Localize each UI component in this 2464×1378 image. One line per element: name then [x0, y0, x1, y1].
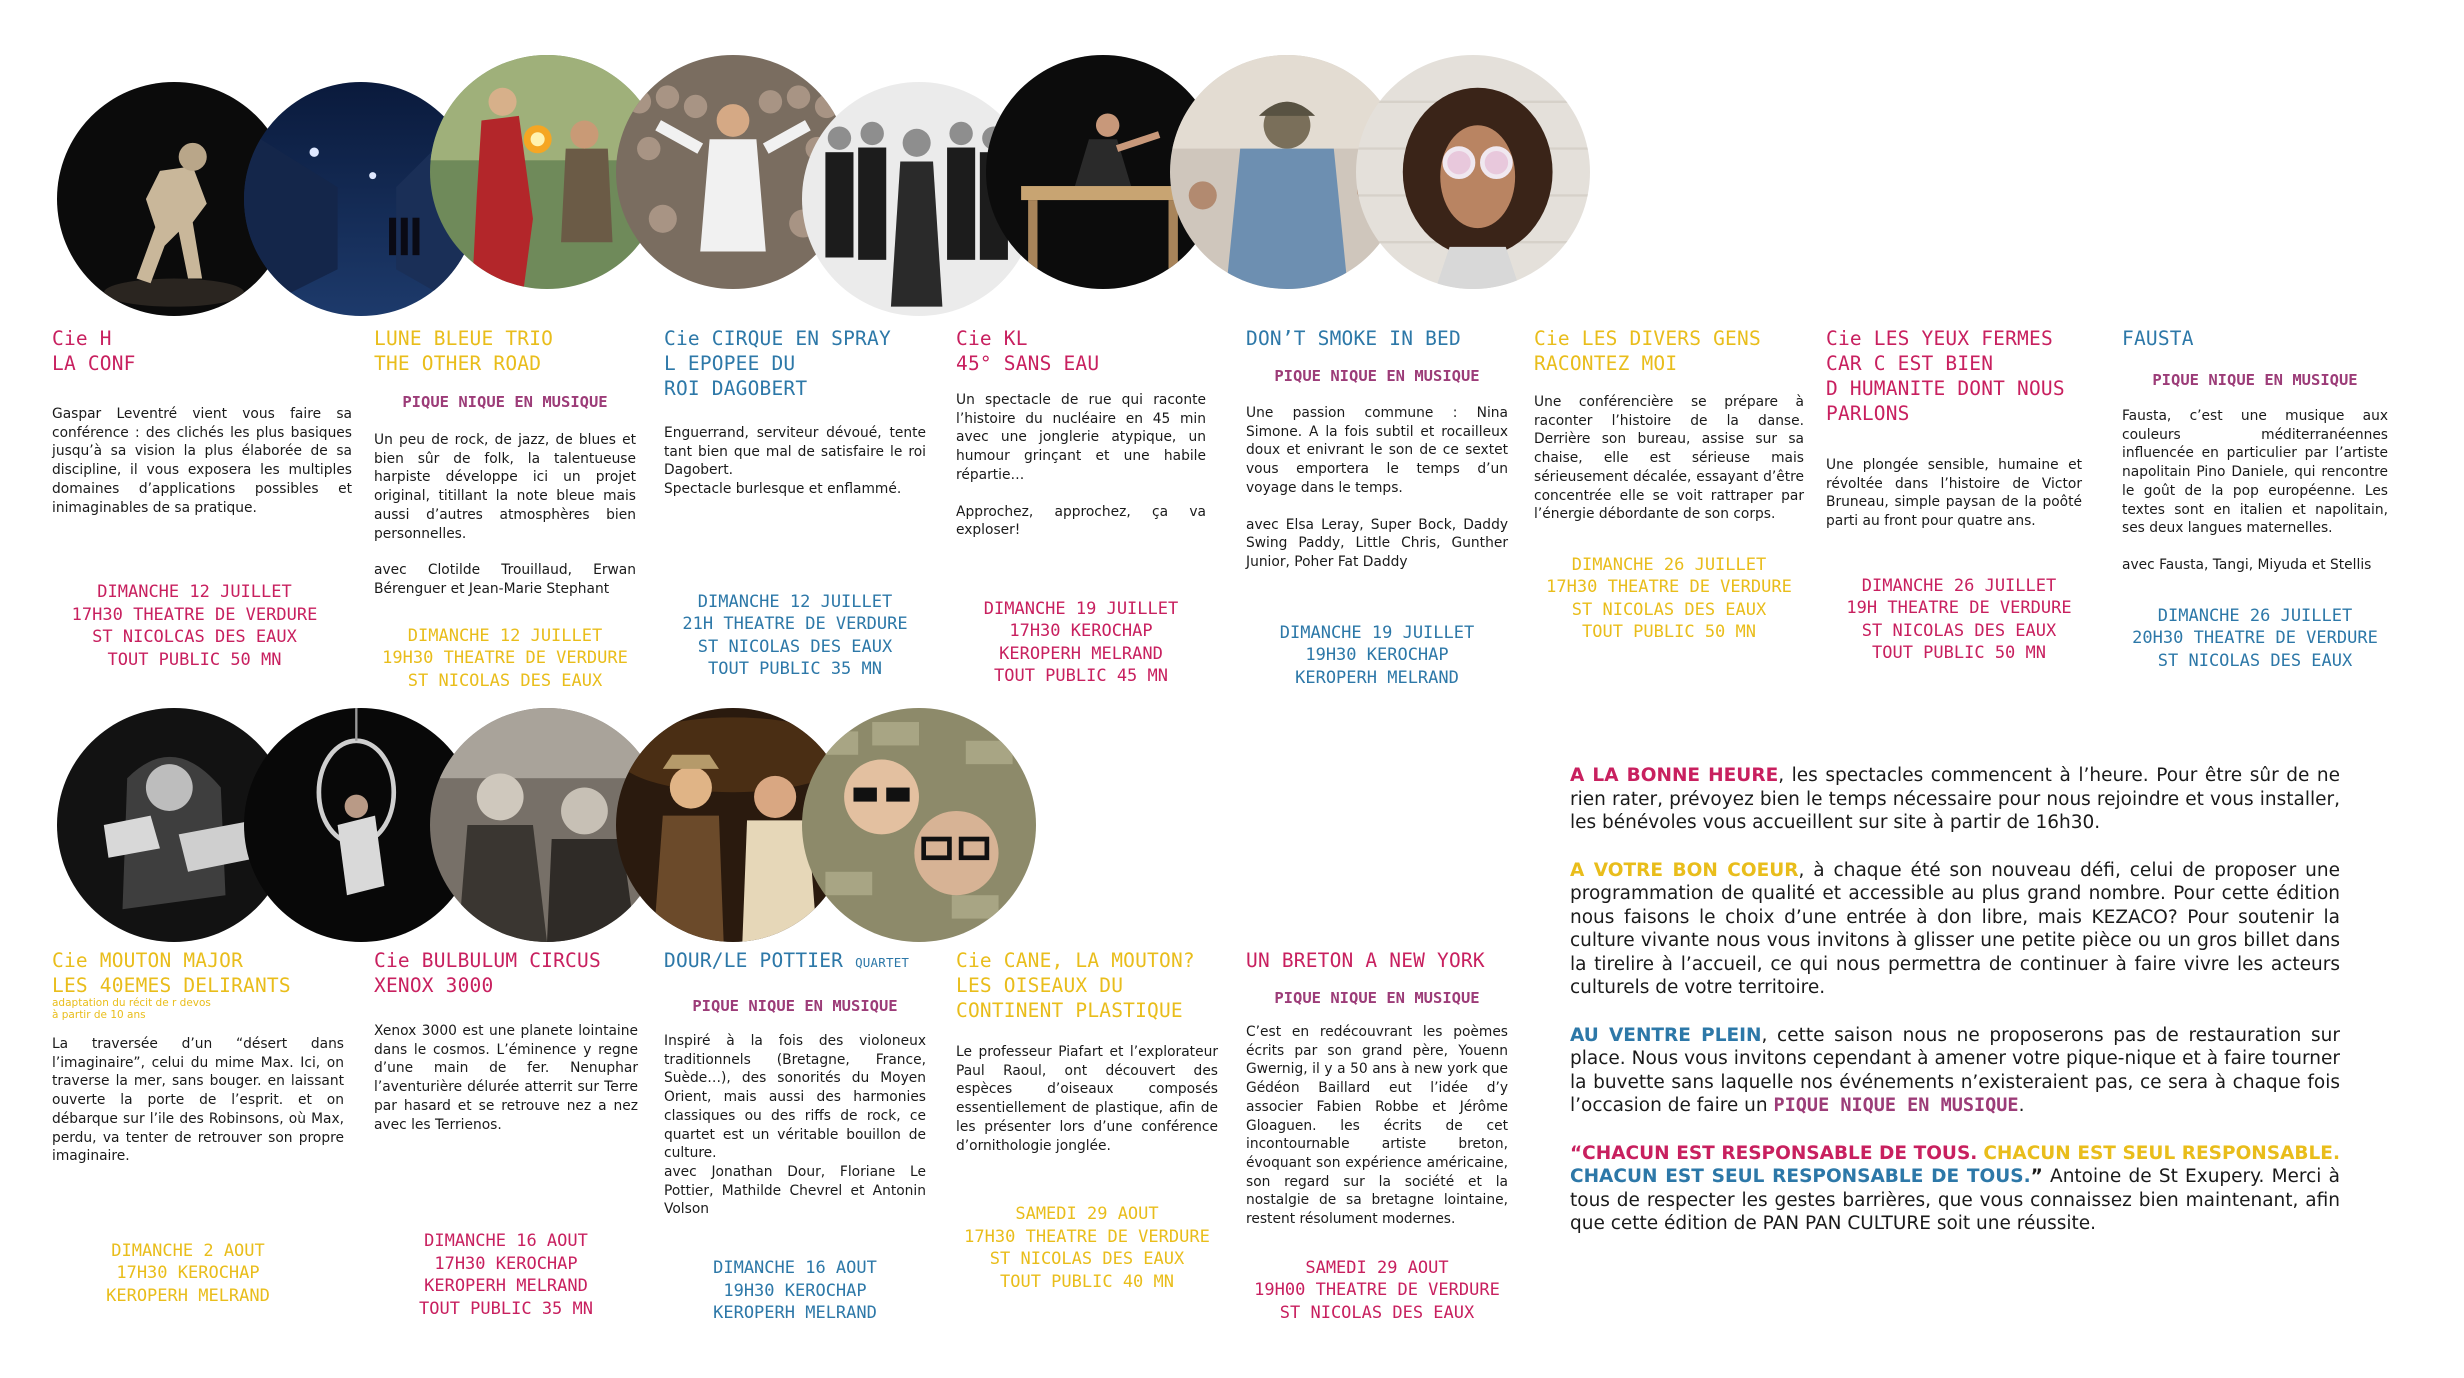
- note-bon-coeur: A VOTRE BON COEUR, à chaque été son nouveau défi, celui de proposer une programmation de qualité et accessible au plus grand nombre. Pour cette édition nous faisons le choix d’une entrée à don libre, mais KEZACO? Pour soutenir la culture vivante nous vous invitons à glisser une petite pièce ou un gros billet dans la tirelire à l’accueil, ce qui nous permettra de continuer à faire vivre les acteurs culturels de votre territoire.: [1570, 859, 2340, 998]
- show-description: Gaspar Leventré vient vous faire sa conférence : des clichés les plus basiques jusqu’à sa vision la plus élaborée de sa discipline, il vous exposera les multiples domaines d’applications possibles et inimaginables de sa pratique.: [52, 406, 352, 516]
- show-title: LUNE BLEUE TRIO THE OTHER ROAD: [374, 327, 554, 375]
- show-title: Cie LES YEUX FERMES CAR C EST BIEN D HUMANITE DONT NOUS PARLONS: [1826, 327, 2065, 425]
- show-title: DOUR/LE POTTIER QUARTET: [664, 949, 910, 972]
- cie-label: Cie: [52, 327, 88, 350]
- show-schedule: DIMANCHE 26 JUILLET 19H THEATRE DE VERDURE ST NICOLAS DES EAUX TOUT PUBLIC 50 MN: [1846, 575, 2072, 664]
- note-quote: “CHACUN EST RESPONSABLE DE TOUS. CHACUN EST SEUL RESPONSABLE. CHACUN EST SEUL RESPONSABLE DE TOUS.” Antoine de St Exupery. Merci à tous de respecter les gestes barrières, que vous connaissez bien maintenant, afin que cette édition de PAN PAN CULTURE soit une réussite.: [1570, 1142, 2340, 1234]
- show-schedule: DIMANCHE 2 AOUT 17H30 KEROCHAP KEROPERH MELRAND: [106, 1240, 270, 1306]
- show-schedule: DIMANCHE 26 JUILLET 17H30 THEATRE DE VERDURE ST NICOLAS DES EAUX TOUT PUBLIC 50 MN: [1546, 554, 1792, 643]
- show-audience: à partir de 10 ans: [52, 1008, 146, 1021]
- show-credits: avec Elsa Leray, Super Bock, Daddy Swing Paddy, Little Chris, Gunther Junior, Poher Fat Daddy: [1246, 516, 1508, 570]
- picnic-tag: PIQUE NIQUE EN MUSIQUE: [2152, 371, 2358, 389]
- show-schedule: DIMANCHE 19 JUILLET 19H30 KEROCHAP KEROPERH MELRAND: [1279, 622, 1475, 688]
- info-notes: [1570, 764, 2340, 1260]
- show-description: Fausta, c’est une musique aux couleurs méditerranéennes influencée en particulier par l’artiste napolitain Pino Daniele, qui rencontre le goût de la pop européenne. Les textes sont en italien et napolitain, ses deux langues maternelles.: [2122, 408, 2388, 537]
- show-schedule: DIMANCHE 12 JUILLET 21H THEATRE DE VERDURE ST NICOLAS DES EAUX TOUT PUBLIC 35 MN: [682, 591, 908, 680]
- show-title: Cie BULBULUM CIRCUS XENOX 3000: [374, 949, 601, 997]
- show-title: Cie H LA CONF: [52, 327, 136, 375]
- show-schedule: SAMEDI 29 AOUT 17H30 THEATRE DE VERDURE ST NICOLAS DES EAUX TOUT PUBLIC 40 MN: [964, 1204, 1210, 1292]
- show-description: Enguerrand, serviteur dévoué, tente tant bien que mal de satisfaire le roi Dagobert.: [664, 425, 926, 479]
- photo-un-breton-a-new-york: [802, 708, 1036, 942]
- show-description: Une plongée sensible, humaine et révoltée dans l’histoire de Victor Bruneau, simple paysan de la poôté parti au front pour quatre ans.: [1826, 457, 2082, 530]
- picnic-tag: PIQUE NIQUE EN MUSIQUE: [692, 997, 898, 1015]
- show-card-lune-bleue: [374, 326, 636, 692]
- show-description: C’est en redécouvrant les poèmes écrits par son grand père, Youenn Gwernig, il y a 50 ans à new york que Gédéon Baillard eut l’idée d’y associer Fabien Robbe et Jérôme Gloaguen. les écrits de cet incontournable artiste breton, évoquant son expérience américaine, son regard sur la société et la nostalgie de sa bretagne lointaine, restent résolument modernes.: [1246, 1024, 1508, 1228]
- show-title: Cie CIRQUE EN SPRAY L EPOPEE DU ROI DAGOBERT: [664, 327, 891, 400]
- show-schedule: DIMANCHE 12 JUILLET 19H30 THEATRE DE VERDURE ST NICOLAS DES EAUX: [382, 625, 628, 691]
- note-ventre-plein: AU VENTRE PLEIN, cette saison nous ne proposerons pas de restauration sur place. Nous vous invitons cependant à amener votre pique-nique et à faire tourner la buvette sans laquelle nos événements n’existeraient pas, ce sera à chaque fois l’occasion de faire un PIQUE NIQUE EN MUSIQUE.: [1570, 1024, 2340, 1116]
- show-description: Le professeur Piafart et l’explorateur Paul Raoul, ont découvert des espèces d’oiseaux composés essentiellement de plastique, afin de les présenter lors d’une conférence d’ornithologie jonglée.: [956, 1044, 1218, 1154]
- show-description: Xenox 3000 est une planete lointaine dans le cosmos. L’éminence y regne d’une main de fer. Nenuphar l’aventurière délurée atterrit sur Terre par hasard et se retrouve nez a nez avec les Terrienos.: [374, 1023, 638, 1133]
- show-card-la-conf: [52, 326, 352, 671]
- show-description: Une conférencière se prépare à raconter l’histoire de la danse. Derrière son bureau, assise sur sa chaise, elle est sérieuse mais sérieusement décalée, essayant d’être concentrée elle se voit rattraper par l’énergie débordante de son corps.: [1534, 394, 1804, 523]
- show-description-2: Spectacle burlesque et enflammé.: [664, 481, 902, 498]
- show-schedule: DIMANCHE 16 AOUT 17H30 KEROCHAP KEROPERH MELRAND TOUT PUBLIC 35 MN: [419, 1231, 593, 1319]
- show-title: Cie CANE, LA MOUTON? LES OISEAUX DU CONTINENT PLASTIQUE: [956, 949, 1195, 1022]
- show-title: DON’T SMOKE IN BED: [1246, 327, 1461, 350]
- show-description: Un spectacle de rue qui raconte l’histoire du nucléaire en 45 min avec une jonglerie atypique, un humour grinçant et une habile répartie…: [956, 392, 1206, 483]
- show-card-dour-le-pottier: [664, 948, 926, 1325]
- picnic-tag: PIQUE NIQUE EN MUSIQUE: [402, 393, 608, 411]
- picnic-tag: PIQUE NIQUE EN MUSIQUE: [1274, 989, 1480, 1007]
- show-card-dont-smoke: [1246, 326, 1508, 689]
- show-schedule: DIMANCHE 12 JUILLET 17H30 THEATRE DE VERDURE ST NICOLCAS DES EAUX TOUT PUBLIC 50 MN: [71, 582, 318, 670]
- show-credits: avec Jonathan Dour, Floriane Le Pottier, Mathilde Chevrel et Antonin Volson: [664, 1163, 926, 1218]
- picnic-tag: PIQUE NIQUE EN MUSIQUE: [1274, 367, 1480, 385]
- show-card-les-yeux-fermes: [1826, 326, 2092, 665]
- show-credits: avec Clotilde Trouillaud, Erwan Bérenguer et Jean-Marie Stephant: [374, 562, 636, 597]
- show-card-kl: [956, 326, 1206, 688]
- show-card-cirque-en-spray: [664, 326, 926, 681]
- show-title: FAUSTA: [2122, 327, 2194, 350]
- title-small: QUARTET: [855, 955, 910, 970]
- show-card-mouton-major: [52, 948, 344, 1307]
- show-credits: avec Fausta, Tangi, Miyuda et Stellis: [2122, 556, 2372, 573]
- show-card-racontez-moi: [1534, 326, 1804, 644]
- show-subtitle: adaptation du récit de r devos: [52, 997, 211, 1009]
- show-card-fausta: [2122, 326, 2388, 672]
- show-description-2: Approchez, approchez, ça va exploser!: [956, 503, 1206, 539]
- show-title: Cie MOUTON MAJOR LES 40EMES DELIRANTS: [52, 949, 291, 997]
- show-schedule: SAMEDI 29 AOUT 19H00 THEATRE DE VERDURE ST NICOLAS DES EAUX: [1254, 1257, 1500, 1323]
- note-bonne-heure: A LA BONNE HEURE, les spectacles commencent à l’heure. Pour être sûr de ne rien rater, prévoyez bien le temps nécessaire pour nous rejoindre et vous installer, les bénévoles vous accueillent sur site à partir de 16h30.: [1570, 765, 2341, 833]
- show-description: Inspiré à la fois des violoneux traditionnels (Bretagne, France, Suède…), des sonorités du Moyen Orient, mais aussi des harmonies classiques ou des riffs de rock, ce quartet est un véritable bouillon de culture.: [664, 1033, 926, 1162]
- show-schedule: DIMANCHE 19 JUILLET 17H30 KEROCHAP KEROPERH MELRAND TOUT PUBLIC 45 MN: [983, 598, 1179, 687]
- show-title: UN BRETON A NEW YORK: [1246, 949, 1485, 972]
- show-description: Un peu de rock, de jazz, de blues et bien sûr de folk, la talentueuse harpiste développe ici un projet original, titillant la note bleue mais aussi d’autres atmosphères bien personnelles.: [374, 432, 636, 542]
- show-card-bulbulum-circus: [374, 948, 638, 1320]
- show-description: La traversée d’un “désert dans l’imaginaire”, celui du mime Max. Ici, on traverse la mer, sans bouger. en laissant ouverte la porte de l’esprit. et on débarque sur l’ile des Robinsons, où Max, perdu, va tenter de retrouver son propre imaginaire.: [52, 1036, 344, 1165]
- show-description: Une passion commune : Nina Simone. A la fois subtil et rocailleux doux et enivrant le son de ce sextet vous emportera le temps d’un voyage dans le temps.: [1246, 405, 1508, 496]
- show-schedule: DIMANCHE 16 AOUT 19H30 KEROCHAP KEROPERH MELRAND: [713, 1258, 877, 1324]
- show-card-un-breton: [1246, 948, 1508, 1324]
- photo-fausta: [1356, 55, 1590, 289]
- show-card-cane-la-mouton: [956, 948, 1218, 1293]
- show-schedule: DIMANCHE 26 JUILLET 20H30 THEATRE DE VERDURE ST NICOLAS DES EAUX: [2132, 605, 2378, 671]
- show-title: Cie KL 45° SANS EAU: [956, 327, 1100, 375]
- show-title: Cie LES DIVERS GENS RACONTEZ MOI: [1534, 327, 1761, 375]
